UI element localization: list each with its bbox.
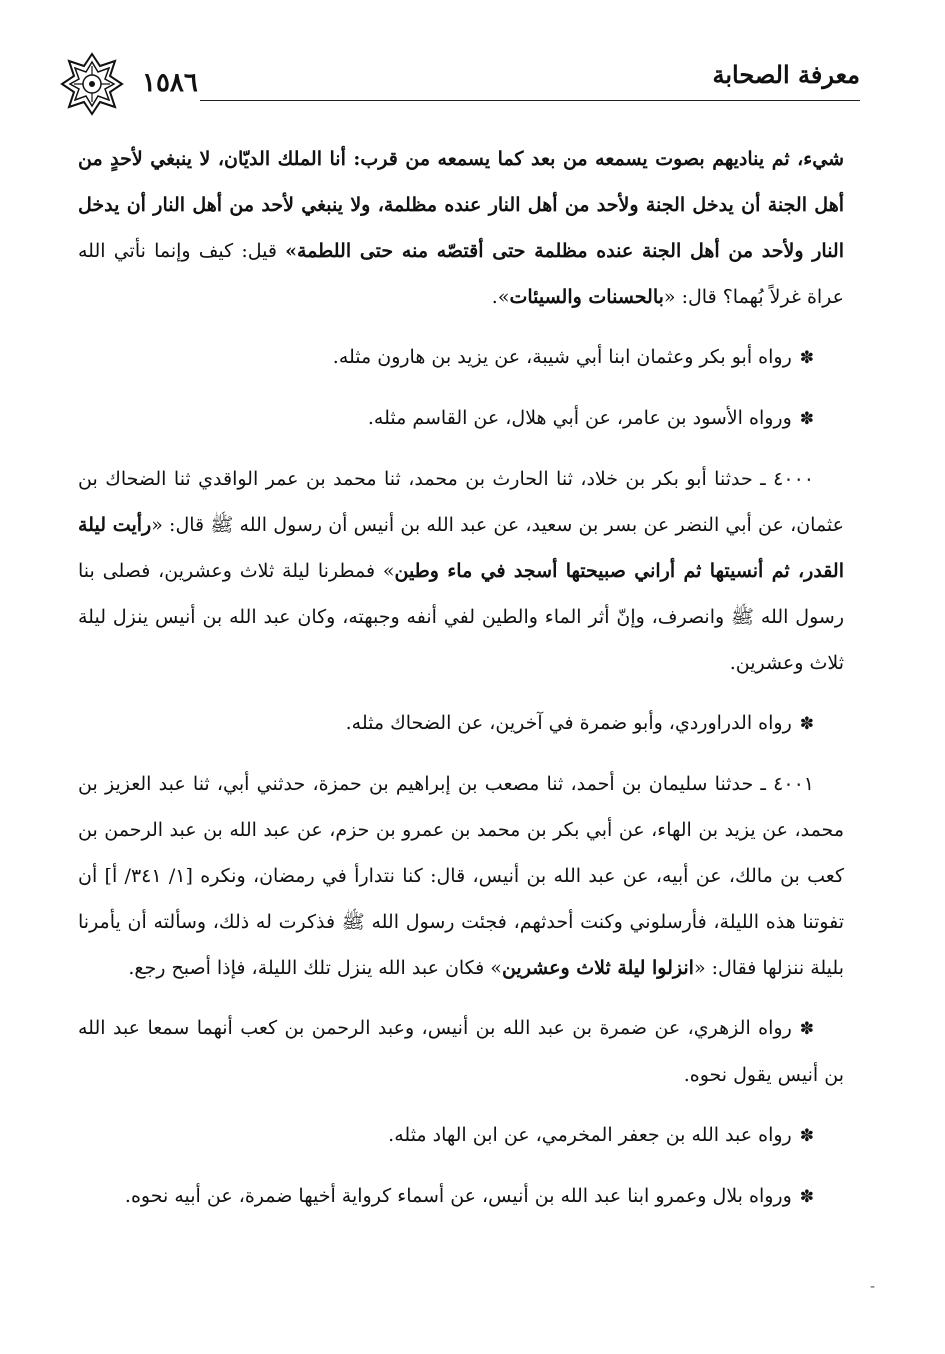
narration-note [78, 1005, 844, 1098]
note-text: رواه الدراوردي، وأبو ضمرة في آخرين، عن الضحاك مثله. [345, 712, 792, 734]
quote-bold: بالحسنات والسيئات [509, 286, 664, 308]
text-run: ». [491, 286, 510, 308]
main-text [78, 136, 844, 1220]
note-text: رواه الزهري، عن ضمرة بن عبد الله بن أنيس، وعبد الرحمن بن كعب أنهما سمعا عبد الله بن أنيس يقول نحوه. [78, 1017, 844, 1086]
star-bullet-icon: ✽ [799, 1019, 814, 1039]
running-title: معرفة الصحابة [712, 60, 860, 89]
narration-note [78, 395, 844, 442]
paragraph-hadith-continuation [78, 136, 844, 320]
text-run: » فمطرنا ليلة ثلاث وعشرين، فصلى بنا رسول الله ﷺ وانصرف، وإنّ أثر الماء والطين لفي أنفه وجبهته، وكان عبد الله بن أنيس ينزل ليلة ثلاث وعشرين. [78, 560, 844, 674]
narration-note [78, 1173, 844, 1220]
page-number: ١٥٨٦ [142, 68, 198, 98]
page-header [60, 50, 860, 110]
note-text: ورواه الأسود بن عامر، عن أبي هلال، عن القاسم مثله. [367, 407, 792, 429]
note-text: رواه عبد الله بن جعفر المخرمي، عن ابن الهاد مثله. [388, 1124, 792, 1146]
octagonal-star-ornament-icon [60, 52, 124, 116]
margin-mark: ˗ [870, 1276, 876, 1295]
narration-note [78, 334, 844, 381]
star-bullet-icon: ✽ [799, 409, 814, 429]
text-run: قيل: كيف وإنما نأتي الله عراة غرلاً بُهما؟ قال: « [78, 240, 844, 308]
quote-bold: رأيت ليلة القدر، ثم أنسيتها ثم أراني صبيحتها أسجد في ماء وطين [78, 514, 844, 582]
narration-note [78, 700, 844, 747]
header-rule [200, 100, 860, 101]
star-bullet-icon: ✽ [799, 348, 814, 368]
text-run: » فكان عبد الله ينزل تلك الليلة، فإذا أصبح رجع. [128, 957, 502, 979]
quote-bold: شيء، ثم يناديهم بصوت يسمعه من بعد كما يسمعه من قرب: أنا الملك الديّان، لا ينبغي لأحدٍ من أهل الجنة أن يدخل الجنة ولأحد من أهل النار عنده مظلمة، ولا ينبغي لأحد من أهل النار أن يدخل النار ولأحد من أهل الجنة عنده مظلمة حتى أقتصّه منه حتى اللطمة» [78, 148, 844, 262]
note-text: رواه أبو بكر وعثمان ابنا أبي شيبة، عن يزيد بن هارون مثله. [332, 346, 792, 368]
star-bullet-icon: ✽ [799, 714, 814, 734]
star-bullet-icon: ✽ [799, 1126, 814, 1146]
star-bullet-icon: ✽ [799, 1187, 814, 1207]
quote-bold: انزلوا ليلة ثلاث وعشرين [501, 957, 694, 979]
text-run: ٤٠٠٠ ـ حدثنا أبو بكر بن خلاد، ثنا الحارث بن محمد، ثنا محمد بن عمر الواقدي ثنا الضحاك بن عثمان، عن أبي النضر عن بسر بن سعيد، عن عبد الله بن أنيس أن رسول الله ﷺ قال: « [78, 468, 844, 536]
hadith-4001 [78, 761, 844, 991]
note-text: ورواه بلال وعمرو ابنا عبد الله بن أنيس، عن أسماء كرواية أخيها ضمرة، عن أبيه نحوه. [124, 1185, 792, 1207]
hadith-4000 [78, 456, 844, 686]
text-run: ٤٠٠١ ـ حدثنا سليمان بن أحمد، ثنا مصعب بن إبراهيم بن حمزة، حدثني أبي، ثنا عبد العزيز بن محمد، عن يزيد بن الهاء، عن أبي بكر بن محمد بن عمرو بن حزم، عن عبد الله بن عبد الرحمن بن كعب بن مالك، عن أبيه، عن عبد الله بن أنيس، قال: كنا نتدارأ في رمضان، ونكره [١/ ٣٤١/ أ] أن تفوتنا هذه الليلة، فأرسلوني وكنت أحدثهم، فجئت رسول الله ﷺ فذكرت له ذلك، وسألته أن يأمرنا بليلة ننزلها فقال: « [78, 773, 845, 979]
narration-note [78, 1112, 844, 1159]
